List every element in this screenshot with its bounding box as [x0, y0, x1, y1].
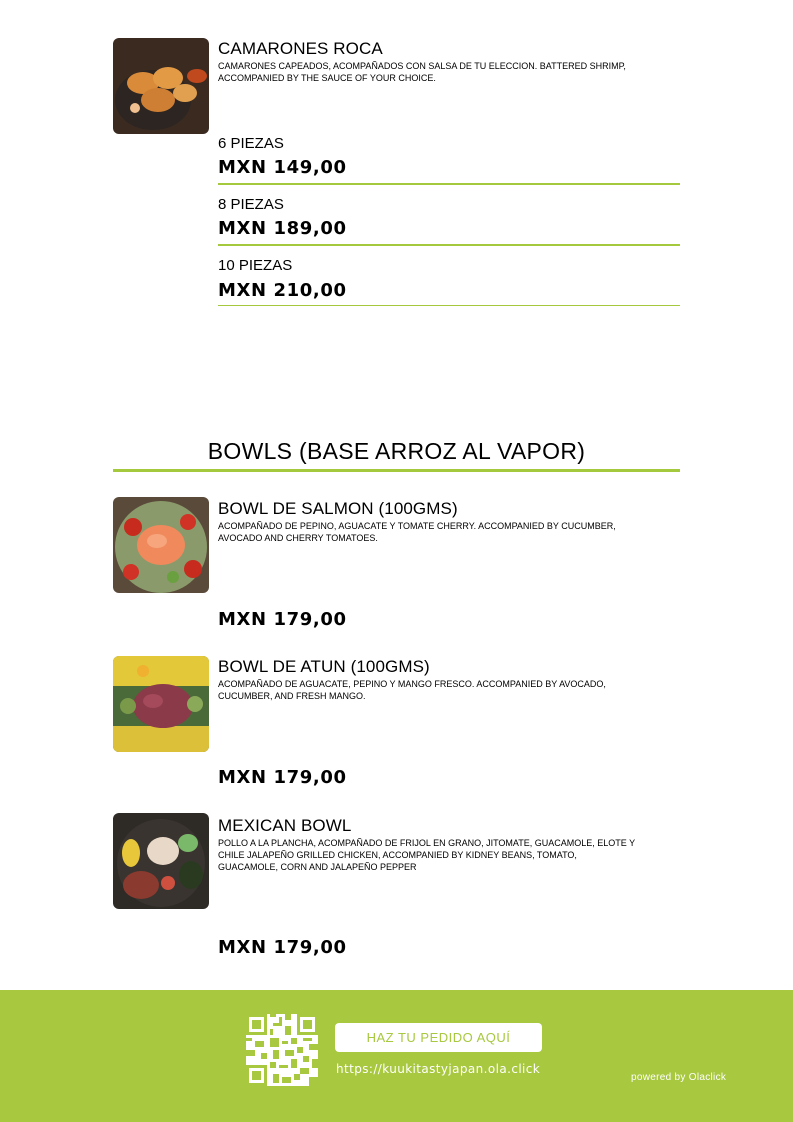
footer-bar: [0, 990, 793, 1122]
item-photo-bowl-atun: [113, 656, 209, 752]
order-url-link[interactable]: https://kuukitastyjapan.ola.click: [336, 1062, 541, 1076]
qr-code-icon[interactable]: [246, 1014, 318, 1086]
item-photo-camarones-roca: [113, 38, 209, 134]
variant-label: 10 PIEZAS: [218, 257, 293, 274]
item-title: BOWL DE SALMON (100GMS): [218, 499, 458, 518]
item-photo-mexican-bowl: [113, 813, 209, 909]
item-description: ACOMPAÑADO DE PEPINO, AGUACATE Y TOMATE CHERRY. ACCOMPANIED BY CUCUMBER, AVOCADO AND CHERRY TOMATOES.: [218, 521, 616, 543]
item-price: MXN 179,00: [218, 609, 347, 630]
item-price: MXN 179,00: [218, 767, 347, 788]
item-description: ACOMPAÑADO DE AGUACATE, PEPINO Y MANGO FRESCO. ACCOMPANIED BY AVOCADO, CUCUMBER, AND FRESH MANGO.: [218, 679, 606, 701]
variant-price: MXN 149,00: [218, 157, 347, 178]
divider: [218, 244, 680, 246]
item-title: BOWL DE ATUN (100GMS): [218, 657, 430, 676]
variant-label: 8 PIEZAS: [218, 196, 284, 213]
variant-label: 6 PIEZAS: [218, 135, 284, 152]
section-divider: [113, 469, 680, 472]
item-description: POLLO A LA PLANCHA, ACOMPAÑADO DE FRIJOL EN GRANO, JITOMATE, GUACAMOLE, ELOTE Y CHILE JALAPEÑO GRILLED CHICKEN, ACCOMPANIED BY KIDNEY BEANS, TOMATO, GUACAMOLE, CORN AND JALAPEÑO PEPPER: [218, 838, 635, 872]
powered-by-label: powered by Olaclick: [631, 1072, 727, 1083]
divider: [218, 305, 680, 306]
variant-price: MXN 189,00: [218, 218, 347, 239]
item-price: MXN 179,00: [218, 937, 347, 958]
item-title: MEXICAN BOWL: [218, 816, 352, 835]
item-photo-bowl-salmon: [113, 497, 209, 593]
variant-price: MXN 210,00: [218, 280, 347, 301]
item-description: CAMARONES CAPEADOS, ACOMPAÑADOS CON SALSA DE TU ELECCION. BATTERED SHRIMP, ACCOMPANIED BY THE SAUCE OF YOUR CHOICE.: [218, 61, 626, 83]
item-title: CAMARONES ROCA: [218, 39, 383, 58]
order-here-button[interactable]: HAZ TU PEDIDO AQUÍ: [335, 1023, 542, 1052]
section-title: BOWLS (BASE ARROZ AL VAPOR): [207, 438, 586, 464]
divider: [218, 183, 680, 185]
